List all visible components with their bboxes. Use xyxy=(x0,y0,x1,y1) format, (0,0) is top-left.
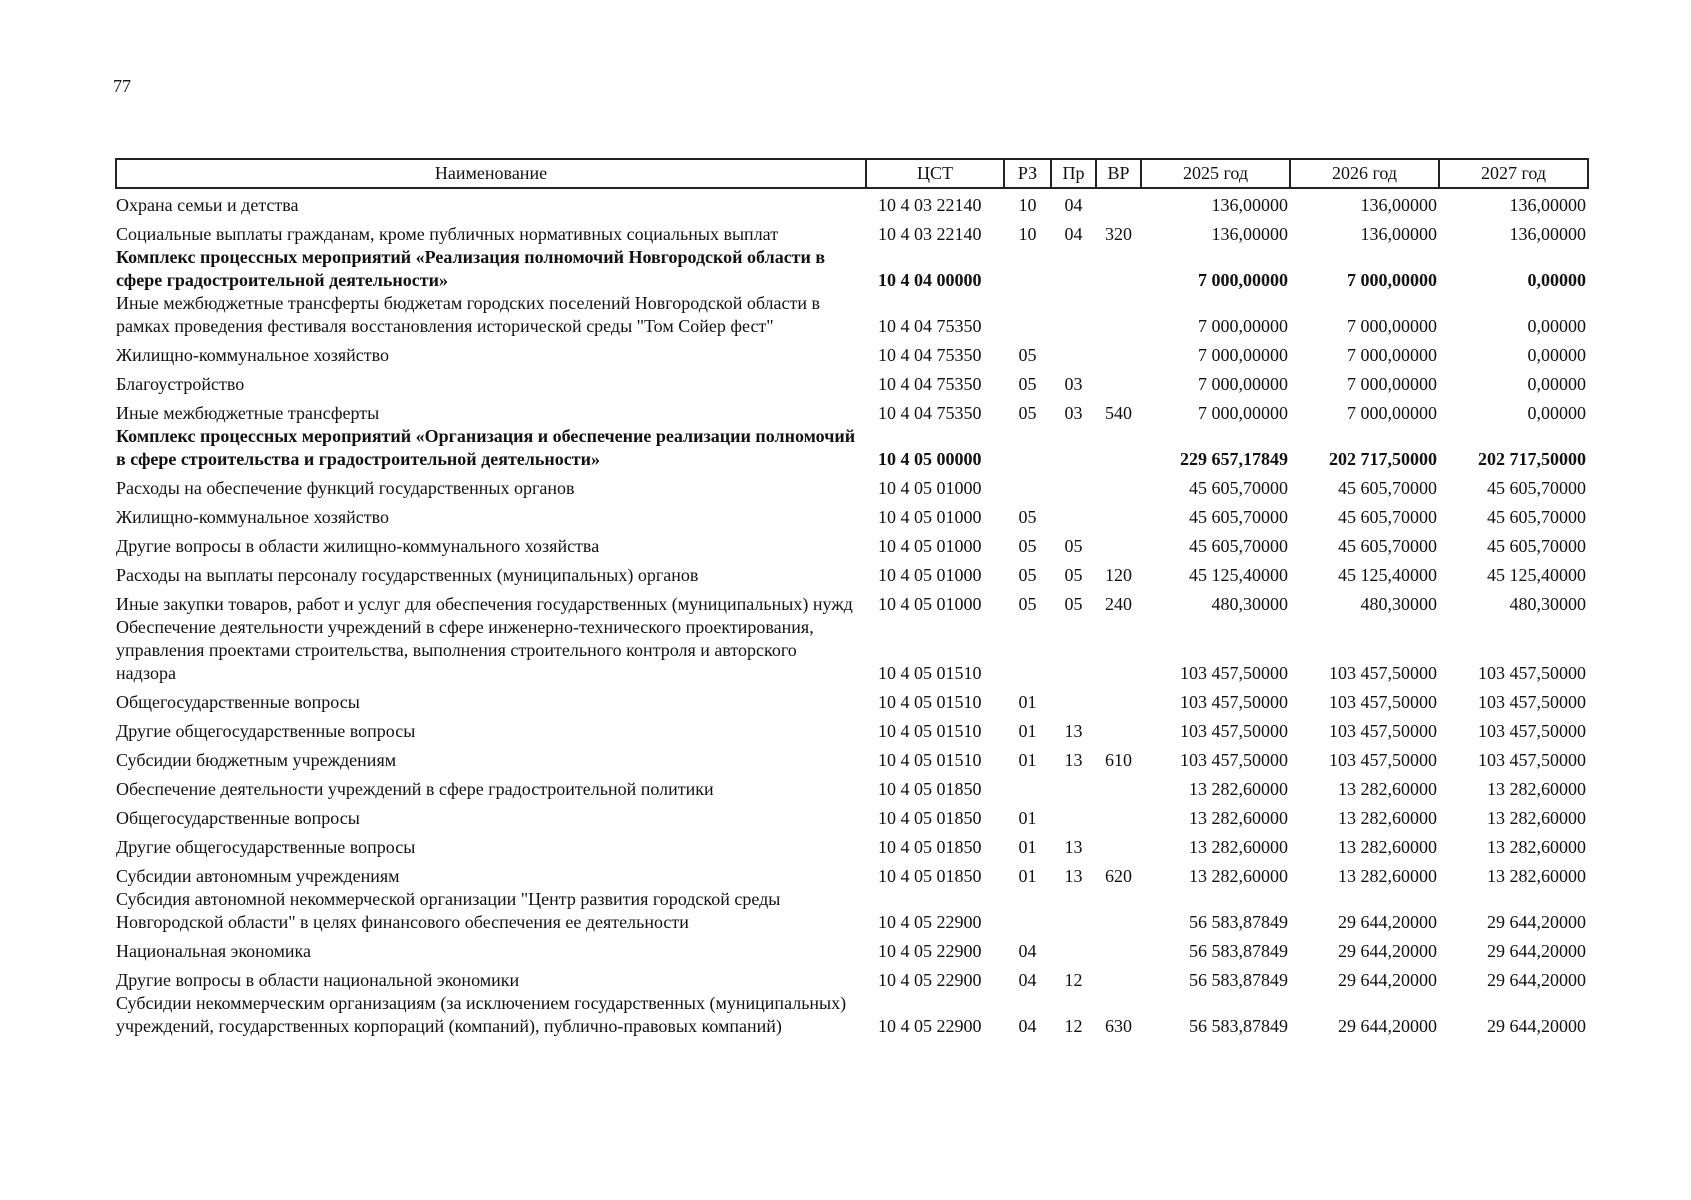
table-row xyxy=(116,859,1588,888)
row-vr xyxy=(1096,188,1141,217)
row-pr: 05 xyxy=(1064,565,1083,585)
row-rz: 05 xyxy=(1018,345,1037,365)
row-2027: 480,30000 xyxy=(1509,594,1586,614)
row-name: Другие вопросы в области жилищно-коммунального хозяйства xyxy=(116,536,600,556)
row-pr xyxy=(1051,425,1096,471)
row-name: Расходы на обеспечение функций государственных органов xyxy=(116,478,575,498)
table-row xyxy=(116,529,1588,558)
row-2027: 45 605,70000 xyxy=(1487,507,1586,527)
row-pr: 13 xyxy=(1064,721,1083,741)
row-2027: 13 282,60000 xyxy=(1487,779,1586,799)
row-cst: 10 4 05 01000 xyxy=(878,478,982,498)
row-2025: 480,30000 xyxy=(1211,594,1288,614)
header-pr: Пр xyxy=(1051,159,1096,188)
row-cst: 10 4 04 75350 xyxy=(878,316,982,336)
row-vr xyxy=(1096,246,1141,292)
row-cst: 10 4 05 01000 xyxy=(878,507,982,527)
row-2027: 29 644,20000 xyxy=(1487,970,1586,990)
row-rz xyxy=(1004,772,1051,801)
row-rz xyxy=(1004,888,1051,934)
row-rz: 04 xyxy=(1018,970,1037,990)
row-rz: 05 xyxy=(1018,536,1037,556)
row-rz xyxy=(1004,425,1051,471)
table-row xyxy=(116,888,1588,934)
table-row xyxy=(116,292,1588,338)
row-name: Субсидии автономным учреждениям xyxy=(116,866,400,886)
row-2026: 29 644,20000 xyxy=(1338,912,1437,932)
row-2027: 103 457,50000 xyxy=(1478,750,1586,770)
row-2025: 7 000,00000 xyxy=(1198,316,1288,336)
row-rz: 04 xyxy=(1018,1016,1037,1036)
table-row xyxy=(116,188,1588,217)
row-2026: 202 717,50000 xyxy=(1329,449,1437,469)
row-pr: 13 xyxy=(1064,866,1083,886)
row-2026: 103 457,50000 xyxy=(1329,692,1437,712)
row-2026: 13 282,60000 xyxy=(1338,779,1437,799)
row-2025: 7 000,00000 xyxy=(1198,374,1288,394)
row-2026: 7 000,00000 xyxy=(1347,374,1437,394)
row-cst: 10 4 05 22900 xyxy=(878,941,982,961)
row-pr: 12 xyxy=(1064,970,1083,990)
row-2027: 29 644,20000 xyxy=(1487,912,1586,932)
row-2025: 56 583,87849 xyxy=(1189,912,1288,932)
row-name: Расходы на выплаты персоналу государственных (муниципальных) органов xyxy=(116,565,699,585)
header-name: Наименование xyxy=(116,159,866,188)
row-name: Общегосударственные вопросы xyxy=(116,808,360,828)
row-2027: 13 282,60000 xyxy=(1487,837,1586,857)
row-pr: 12 xyxy=(1064,1016,1083,1036)
row-2026: 7 000,00000 xyxy=(1347,345,1437,365)
row-vr: 610 xyxy=(1105,750,1132,770)
row-2025: 103 457,50000 xyxy=(1180,692,1288,712)
row-2026: 103 457,50000 xyxy=(1329,721,1437,741)
row-2026: 480,30000 xyxy=(1360,594,1437,614)
row-name: Жилищно-коммунальное хозяйство xyxy=(116,345,390,365)
row-cst: 10 4 05 01850 xyxy=(878,808,982,828)
row-vr: 540 xyxy=(1105,403,1132,423)
row-2026: 45 605,70000 xyxy=(1338,536,1437,556)
row-name: Охрана семьи и детства xyxy=(116,195,299,215)
row-vr: 120 xyxy=(1105,565,1132,585)
row-2026: 45 605,70000 xyxy=(1338,507,1437,527)
row-2027: 0,00000 xyxy=(1527,316,1586,336)
row-2026: 13 282,60000 xyxy=(1338,808,1437,828)
row-cst: 10 4 05 01510 xyxy=(878,750,982,770)
row-2027: 103 457,50000 xyxy=(1478,721,1586,741)
row-2025: 56 583,87849 xyxy=(1189,1016,1288,1036)
row-cst: 10 4 05 01000 xyxy=(878,594,982,614)
row-vr xyxy=(1096,529,1141,558)
row-vr xyxy=(1096,292,1141,338)
table-row xyxy=(116,830,1588,859)
row-rz: 05 xyxy=(1018,374,1037,394)
row-pr: 13 xyxy=(1064,750,1083,770)
row-rz: 10 xyxy=(1018,224,1037,244)
row-name: Социальные выплаты гражданам, кроме публичных нормативных социальных выплат xyxy=(116,224,779,244)
row-name: Комплекс процессных мероприятий «Организация и обеспечение реализации полномочий в сфере строительства и градостроительной деятельности» xyxy=(116,426,856,469)
row-vr xyxy=(1096,685,1141,714)
table-row xyxy=(116,338,1588,367)
row-2027: 29 644,20000 xyxy=(1487,1016,1586,1036)
row-cst: 10 4 03 22140 xyxy=(878,195,982,215)
row-cst: 10 4 05 00000 xyxy=(878,449,982,469)
header-vr: ВР xyxy=(1096,159,1141,188)
row-2027: 45 125,40000 xyxy=(1487,565,1586,585)
row-vr xyxy=(1096,500,1141,529)
row-name: Субсидии бюджетным учреждениям xyxy=(116,750,397,770)
row-2027: 0,00000 xyxy=(1527,403,1586,423)
row-vr xyxy=(1096,801,1141,830)
table-row xyxy=(116,743,1588,772)
row-vr: 320 xyxy=(1105,224,1132,244)
row-2026: 7 000,00000 xyxy=(1347,270,1437,290)
row-cst: 10 4 05 01000 xyxy=(878,536,982,556)
table-row xyxy=(116,772,1588,801)
row-2026: 7 000,00000 xyxy=(1347,403,1437,423)
budget-table xyxy=(115,158,1589,1038)
row-vr xyxy=(1096,830,1141,859)
row-2025: 7 000,00000 xyxy=(1198,270,1288,290)
row-pr: 13 xyxy=(1064,837,1083,857)
row-2026: 29 644,20000 xyxy=(1338,1016,1437,1036)
row-2027: 136,00000 xyxy=(1509,224,1586,244)
row-pr xyxy=(1051,801,1096,830)
row-2025: 56 583,87849 xyxy=(1189,970,1288,990)
row-name: Благоустройство xyxy=(116,374,245,394)
row-2025: 7 000,00000 xyxy=(1198,345,1288,365)
row-rz xyxy=(1004,471,1051,500)
row-rz: 01 xyxy=(1018,721,1037,741)
row-name: Обеспечение деятельности учреждений в сфере градостроительной политики xyxy=(116,779,714,799)
row-pr xyxy=(1051,888,1096,934)
row-2026: 29 644,20000 xyxy=(1338,970,1437,990)
row-rz xyxy=(1004,246,1051,292)
row-pr: 03 xyxy=(1064,403,1083,423)
row-2027: 202 717,50000 xyxy=(1478,449,1586,469)
row-name: Общегосударственные вопросы xyxy=(116,692,360,712)
row-cst: 10 4 05 22900 xyxy=(878,970,982,990)
row-2026: 103 457,50000 xyxy=(1329,750,1437,770)
row-2026: 45 125,40000 xyxy=(1338,565,1437,585)
row-cst: 10 4 03 22140 xyxy=(878,224,982,244)
row-cst: 10 4 04 75350 xyxy=(878,403,982,423)
row-2027: 136,00000 xyxy=(1509,195,1586,215)
row-vr xyxy=(1096,616,1141,685)
row-rz: 04 xyxy=(1018,941,1037,961)
row-cst: 10 4 05 01850 xyxy=(878,837,982,857)
row-name: Национальная экономика xyxy=(116,941,311,961)
row-rz xyxy=(1004,292,1051,338)
row-rz: 10 xyxy=(1018,195,1037,215)
table-row xyxy=(116,587,1588,616)
row-pr: 05 xyxy=(1064,536,1083,556)
row-pr: 04 xyxy=(1064,224,1083,244)
row-name: Субсидия автономной некоммерческой организации "Центр развития городской среды Новгородской области" в целях финансового обеспечения ее деятельности xyxy=(116,889,781,932)
table-row xyxy=(116,616,1588,685)
row-pr: 05 xyxy=(1064,594,1083,614)
row-name: Другие общегосударственные вопросы xyxy=(116,721,416,741)
header-2026: 2026 год xyxy=(1290,159,1439,188)
row-rz xyxy=(1004,616,1051,685)
row-2026: 13 282,60000 xyxy=(1338,837,1437,857)
row-pr xyxy=(1051,500,1096,529)
row-rz: 05 xyxy=(1018,507,1037,527)
row-pr xyxy=(1051,338,1096,367)
row-name: Комплекс процессных мероприятий «Реализация полномочий Новгородской области в сфере градостроительной деятельности» xyxy=(116,247,826,290)
table-row xyxy=(116,685,1588,714)
row-name: Субсидии некоммерческим организациям (за исключением государственных (муниципальных) учреждений, государственных корпораций (компаний), публично-правовых компаний) xyxy=(116,993,847,1036)
row-name: Иные межбюджетные трансферты бюджетам городских поселений Новгородской области в рамках проведения фестиваля восстановления исторической среды "Том Сойер фест" xyxy=(116,293,820,336)
row-2026: 136,00000 xyxy=(1360,224,1437,244)
row-2027: 45 605,70000 xyxy=(1487,478,1586,498)
row-pr xyxy=(1051,471,1096,500)
row-pr xyxy=(1051,934,1096,963)
row-vr xyxy=(1096,367,1141,396)
row-2025: 45 605,70000 xyxy=(1189,507,1288,527)
row-name: Жилищно-коммунальное хозяйство xyxy=(116,507,390,527)
table-row xyxy=(116,471,1588,500)
row-2027: 13 282,60000 xyxy=(1487,808,1586,828)
row-name: Иные межбюджетные трансферты xyxy=(116,403,380,423)
row-2025: 13 282,60000 xyxy=(1189,808,1288,828)
table-row xyxy=(116,714,1588,743)
row-2025: 13 282,60000 xyxy=(1189,779,1288,799)
row-vr xyxy=(1096,963,1141,992)
row-2025: 103 457,50000 xyxy=(1180,750,1288,770)
row-2025: 56 583,87849 xyxy=(1189,941,1288,961)
row-2026: 45 605,70000 xyxy=(1338,478,1437,498)
row-vr xyxy=(1096,772,1141,801)
row-name: Другие общегосударственные вопросы xyxy=(116,837,416,857)
row-rz: 01 xyxy=(1018,808,1037,828)
row-2025: 136,00000 xyxy=(1211,224,1288,244)
row-cst: 10 4 04 75350 xyxy=(878,374,982,394)
row-rz: 01 xyxy=(1018,866,1037,886)
table-row xyxy=(116,396,1588,425)
row-vr xyxy=(1096,888,1141,934)
row-cst: 10 4 04 75350 xyxy=(878,345,982,365)
row-2027: 0,00000 xyxy=(1527,270,1586,290)
row-2027: 103 457,50000 xyxy=(1478,692,1586,712)
row-pr: 04 xyxy=(1064,195,1083,215)
row-cst: 10 4 05 01000 xyxy=(878,565,982,585)
row-name: Обеспечение деятельности учреждений в сфере инженерно-технического проектирования, управления проектами строительства, выполнения строительного контроля и авторского надзора xyxy=(116,617,814,683)
table-header-row xyxy=(116,159,1588,188)
table-row xyxy=(116,367,1588,396)
row-cst: 10 4 05 22900 xyxy=(878,912,982,932)
table-row xyxy=(116,801,1588,830)
table-row xyxy=(116,425,1588,471)
row-rz: 05 xyxy=(1018,565,1037,585)
table-row xyxy=(116,963,1588,992)
table-row xyxy=(116,558,1588,587)
row-2027: 0,00000 xyxy=(1527,374,1586,394)
table-row xyxy=(116,934,1588,963)
row-vr: 620 xyxy=(1105,866,1132,886)
row-name: Иные закупки товаров, работ и услуг для обеспечения государственных (муниципальных) нужд xyxy=(116,594,853,614)
row-cst: 10 4 05 01510 xyxy=(878,663,982,683)
row-vr: 630 xyxy=(1105,1016,1132,1036)
page-number: 77 xyxy=(113,76,131,96)
row-2025: 7 000,00000 xyxy=(1198,403,1288,423)
row-2027: 0,00000 xyxy=(1527,345,1586,365)
row-2026: 7 000,00000 xyxy=(1347,316,1437,336)
row-cst: 10 4 05 01510 xyxy=(878,692,982,712)
row-2027: 103 457,50000 xyxy=(1478,663,1586,683)
row-pr xyxy=(1051,246,1096,292)
row-2025: 45 605,70000 xyxy=(1189,478,1288,498)
row-2025: 13 282,60000 xyxy=(1189,866,1288,886)
row-cst: 10 4 05 22900 xyxy=(878,1016,982,1036)
header-cst: ЦСТ xyxy=(866,159,1004,188)
row-rz: 05 xyxy=(1018,403,1037,423)
table-body xyxy=(116,188,1588,1038)
row-2027: 29 644,20000 xyxy=(1487,941,1586,961)
header-rz: РЗ xyxy=(1004,159,1051,188)
table-row xyxy=(116,217,1588,246)
table-row xyxy=(116,500,1588,529)
row-vr xyxy=(1096,714,1141,743)
row-cst: 10 4 05 01850 xyxy=(878,866,982,886)
table-row xyxy=(116,992,1588,1038)
row-pr: 03 xyxy=(1064,374,1083,394)
row-vr xyxy=(1096,934,1141,963)
row-2027: 13 282,60000 xyxy=(1487,866,1586,886)
row-rz: 01 xyxy=(1018,692,1037,712)
row-2025: 103 457,50000 xyxy=(1180,721,1288,741)
header-2025: 2025 год xyxy=(1141,159,1290,188)
row-cst: 10 4 05 01510 xyxy=(878,721,982,741)
row-2026: 136,00000 xyxy=(1360,195,1437,215)
row-pr xyxy=(1051,292,1096,338)
row-2026: 103 457,50000 xyxy=(1329,663,1437,683)
row-name: Другие вопросы в области национальной экономики xyxy=(116,970,520,990)
row-rz: 05 xyxy=(1018,594,1037,614)
row-cst: 10 4 05 01850 xyxy=(878,779,982,799)
row-2026: 29 644,20000 xyxy=(1338,941,1437,961)
row-vr xyxy=(1096,338,1141,367)
header-2027: 2027 год xyxy=(1439,159,1588,188)
row-vr: 240 xyxy=(1105,594,1132,614)
row-2025: 13 282,60000 xyxy=(1189,837,1288,857)
row-pr xyxy=(1051,685,1096,714)
row-2027: 45 605,70000 xyxy=(1487,536,1586,556)
row-vr xyxy=(1096,471,1141,500)
row-2026: 13 282,60000 xyxy=(1338,866,1437,886)
row-2025: 45 125,40000 xyxy=(1189,565,1288,585)
row-2025: 45 605,70000 xyxy=(1189,536,1288,556)
row-2025: 136,00000 xyxy=(1211,195,1288,215)
row-rz: 01 xyxy=(1018,750,1037,770)
row-pr xyxy=(1051,772,1096,801)
row-rz: 01 xyxy=(1018,837,1037,857)
row-pr xyxy=(1051,616,1096,685)
row-2025: 103 457,50000 xyxy=(1180,663,1288,683)
row-vr xyxy=(1096,425,1141,471)
row-cst: 10 4 04 00000 xyxy=(878,270,982,290)
row-2025: 229 657,17849 xyxy=(1180,449,1288,469)
table-row xyxy=(116,246,1588,292)
